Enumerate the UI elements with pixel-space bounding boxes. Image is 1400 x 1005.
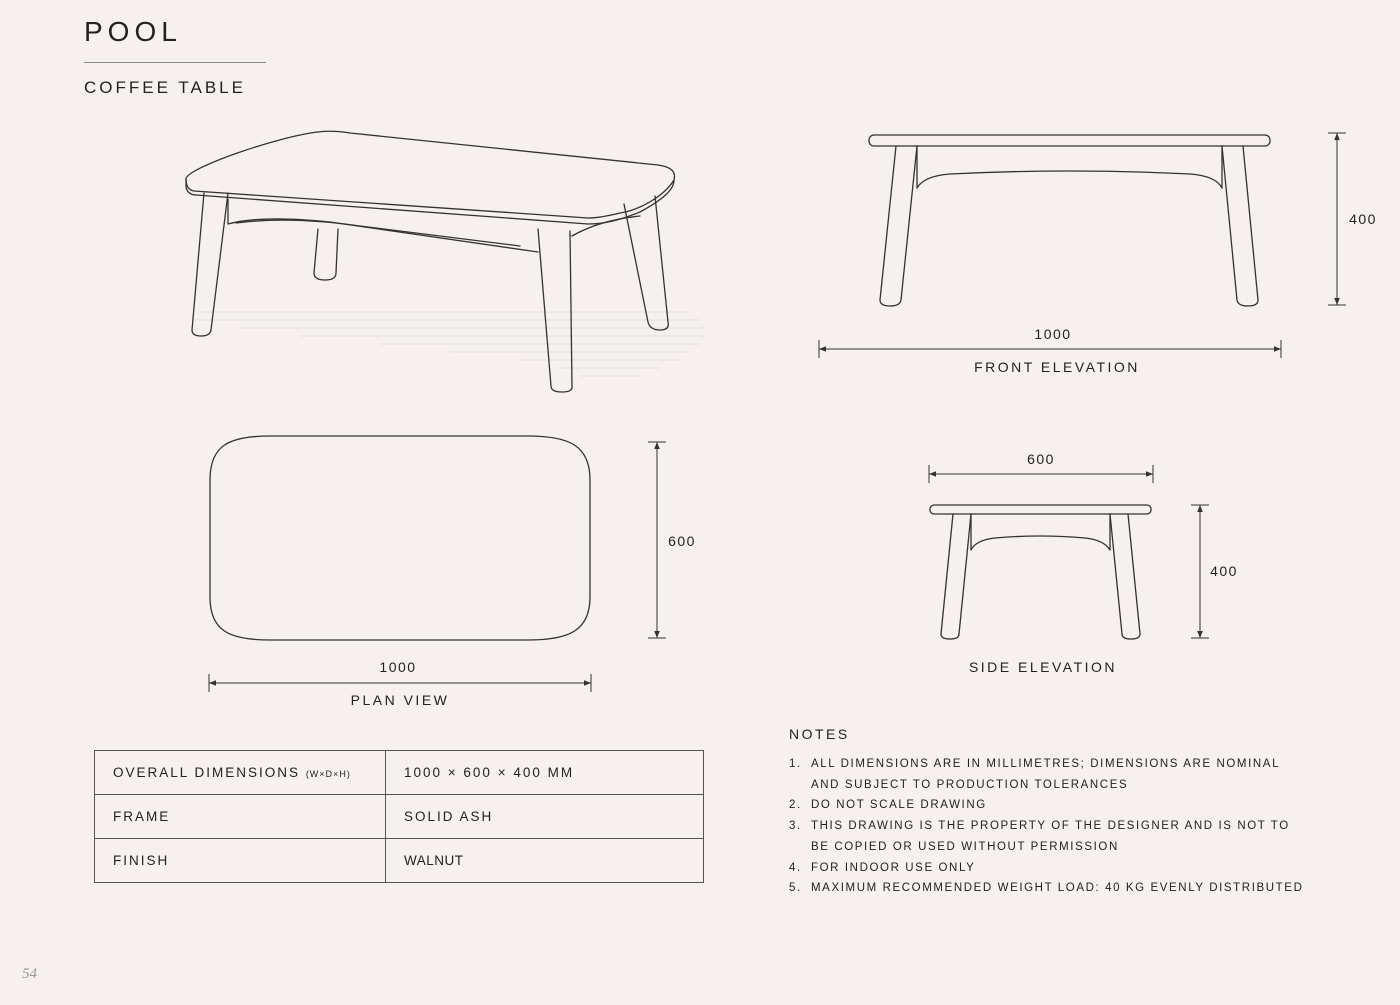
side-leg-right [1110, 514, 1140, 639]
spec-label-suffix: (W×D×H) [305, 769, 351, 779]
table-row [95, 839, 704, 883]
notes-list [789, 754, 1309, 899]
leg-front-right [538, 229, 572, 392]
front-height-label: 400 [1349, 211, 1377, 227]
plan-depth-label: 600 [668, 533, 696, 549]
spec-value: SOLID ASH [386, 795, 704, 839]
list-item: 3. THIS DRAWING IS THE PROPERTY OF THE DESIGNER AND IS NOT TO BE COPIED OR USED WITHOUT PERMISSION [789, 820, 1290, 853]
plan-outline [210, 436, 590, 640]
front-dims [819, 133, 1346, 358]
spec-value: 1000 × 600 × 400 MM [386, 751, 704, 795]
spec-value: WALNUT [386, 839, 704, 883]
notes-title: NOTES [789, 726, 850, 742]
side-top [930, 505, 1151, 514]
side-elevation [930, 505, 1151, 639]
side-dims [929, 465, 1209, 638]
table-row [95, 751, 704, 795]
perspective-view [186, 131, 705, 392]
leg-back-left [314, 229, 338, 280]
plan-view-caption: PLAN VIEW [350, 692, 450, 708]
front-apron [917, 146, 1222, 188]
side-apron [971, 514, 1110, 550]
leg-front-left [192, 193, 228, 336]
list-item: 1. ALL DIMENSIONS ARE IN MILLIMETRES; DIMENSIONS ARE NOMINAL AND SUBJECT TO PRODUCTION TOLERANCES [789, 758, 1280, 791]
front-width-label: 1000 [1034, 326, 1072, 342]
list-item: 4. FOR INDOOR USE ONLY [789, 861, 976, 874]
page-title: POOL [84, 16, 182, 47]
page-subtitle: COFFEE TABLE [84, 78, 246, 97]
table-top-surface [186, 131, 674, 218]
notes-section [789, 726, 1309, 899]
spec-label: OVERALL DIMENSIONS (W×D×H) [95, 751, 386, 795]
table-row [95, 795, 704, 839]
side-elevation-caption: SIDE ELEVATION [968, 659, 1118, 675]
front-leg-left [880, 146, 917, 306]
spec-label: FINISH [95, 839, 386, 883]
list-item: 5. MAXIMUM RECOMMENDED WEIGHT LOAD: 40 KG EVENLY DISTRIBUTED [789, 882, 1304, 895]
list-item: 2. DO NOT SCALE DRAWING [789, 799, 987, 812]
apron-front [228, 199, 538, 252]
plan-width-label: 1000 [379, 659, 417, 675]
front-leg-right [1222, 146, 1258, 306]
floor-shadow [195, 312, 705, 376]
side-height-label: 400 [1210, 563, 1238, 579]
page-number: 54 [22, 966, 37, 982]
plan-view [210, 436, 590, 640]
side-depth-label: 600 [1027, 451, 1055, 467]
side-leg-left [941, 514, 971, 639]
apron-rail-inner [236, 220, 520, 246]
spec-table [94, 750, 704, 883]
spec-label: FRAME [95, 795, 386, 839]
front-elevation-caption: FRONT ELEVATION [974, 359, 1140, 375]
plan-dims [209, 442, 666, 692]
front-top [869, 135, 1270, 146]
front-elevation [869, 135, 1270, 306]
